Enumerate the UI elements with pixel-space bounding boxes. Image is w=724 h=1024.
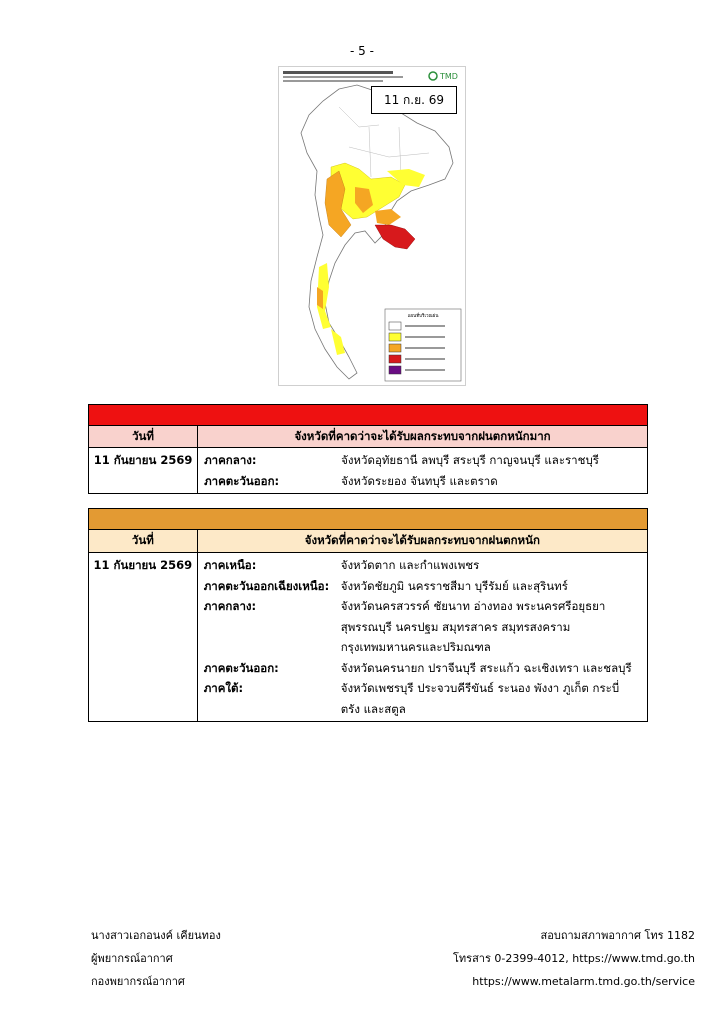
contact-service-link[interactable]: https://www.metalarm.tmd.go.th/service (472, 975, 695, 988)
heavy-rain-table (88, 508, 648, 722)
region-row (204, 450, 641, 471)
province-list: กรุงเทพมหานครและปริมณฑล (340, 640, 491, 654)
region-row (204, 617, 641, 638)
forecast-date: 11 กันยายน 2569 (89, 553, 198, 722)
rain-forecast-map (278, 66, 466, 386)
region-label: ภาคตะวันออก: (204, 473, 280, 488)
province-list: จังหวัดระยอง จันทบุรี และตราด (341, 473, 498, 488)
region-label: ภาคเหนือ: (203, 558, 257, 572)
tmd-logo-icon (429, 72, 458, 81)
province-list: สุพรรณบุรี นครปฐม สมุทรสาคร สมุทรสงคราม (340, 619, 571, 634)
very-heavy-rain-table (88, 404, 648, 494)
region-row (204, 678, 641, 699)
region-row (204, 658, 641, 679)
very-heavy-header-bar (89, 405, 648, 426)
province-list: จังหวัดนครสวรรค์ ชัยนาท อ่างทอง พระนครศรีอยุธยา (340, 599, 606, 613)
province-list: จังหวัดนครนายก ปราจีนบุรี สระแก้ว ฉะเชิงเทรา และชลบุรี (340, 660, 632, 675)
contact-fax-website[interactable]: โทรสาร 0-2399-4012, https://www.tmd.go.th (453, 952, 695, 965)
province-list: จังหวัดอุทัยธานี ลพบุรี สระบุรี กาญจนบุรี และราชบุรี (341, 453, 599, 467)
region-row (204, 471, 641, 492)
column-date-header: วันที่ (89, 530, 198, 553)
column-provinces-header: จังหวัดที่คาดว่าจะได้รับผลกระทบจากฝนตกหนักมาก (198, 426, 648, 448)
region-label: ภาคตะวันออกเฉียงเหนือ: (203, 578, 330, 593)
region-row (204, 576, 641, 597)
forecaster-name: นางสาวเอกอนงค์ เคียนทอง (91, 929, 221, 942)
region-label (204, 637, 341, 658)
table-body (198, 448, 648, 494)
svg-text:TMD: TMD (440, 72, 458, 81)
region-label: ภาคใต้: (203, 681, 244, 695)
footer-forecaster (91, 924, 221, 993)
footer-contact (453, 924, 695, 993)
forecast-date: 11 กันยายน 2569 (89, 448, 198, 494)
contact-phone: สอบถามสภาพอากาศ โทร 1182 (540, 929, 695, 942)
region-label: ภาคตะวันออก: (203, 660, 279, 675)
province-list: จังหวัดเพชรบุรี ประจวบคีรีขันธ์ ระนอง พังงา ภูเก็ต กระบี่ (340, 681, 620, 695)
region-row (204, 555, 641, 576)
page-number: - 5 - (350, 44, 374, 58)
province-list: ตรัง และสตูล (340, 701, 406, 716)
column-date-header: วันที่ (89, 426, 198, 448)
region-row (204, 596, 641, 617)
region-label: ภาคกลาง: (204, 453, 257, 467)
column-provinces-header: จังหวัดที่คาดว่าจะได้รับผลกระทบจากฝนตกหนัก (197, 530, 647, 553)
region-label (204, 699, 341, 720)
region-row (204, 637, 641, 658)
region-label: ภาคกลาง: (203, 599, 257, 613)
region-label (204, 617, 341, 638)
map-date-label: 11 ก.ย. 69 (371, 86, 457, 114)
province-list: จังหวัดชัยภูมิ นครราชสีมา บุรีรัมย์ และสุรินทร์ (340, 578, 568, 593)
region-row (204, 699, 641, 720)
forecaster-title: ผู้พยากรณ์อากาศ (91, 952, 173, 965)
table-body (197, 553, 647, 722)
heavy-header-bar (89, 509, 648, 530)
forecaster-division: กองพยากรณ์อากาศ (91, 975, 185, 988)
province-list: จังหวัดตาก และกำแพงเพชร (340, 558, 480, 572)
svg-text:แผนที่บริเวณฝน: แผนที่บริเวณฝน (407, 314, 439, 319)
